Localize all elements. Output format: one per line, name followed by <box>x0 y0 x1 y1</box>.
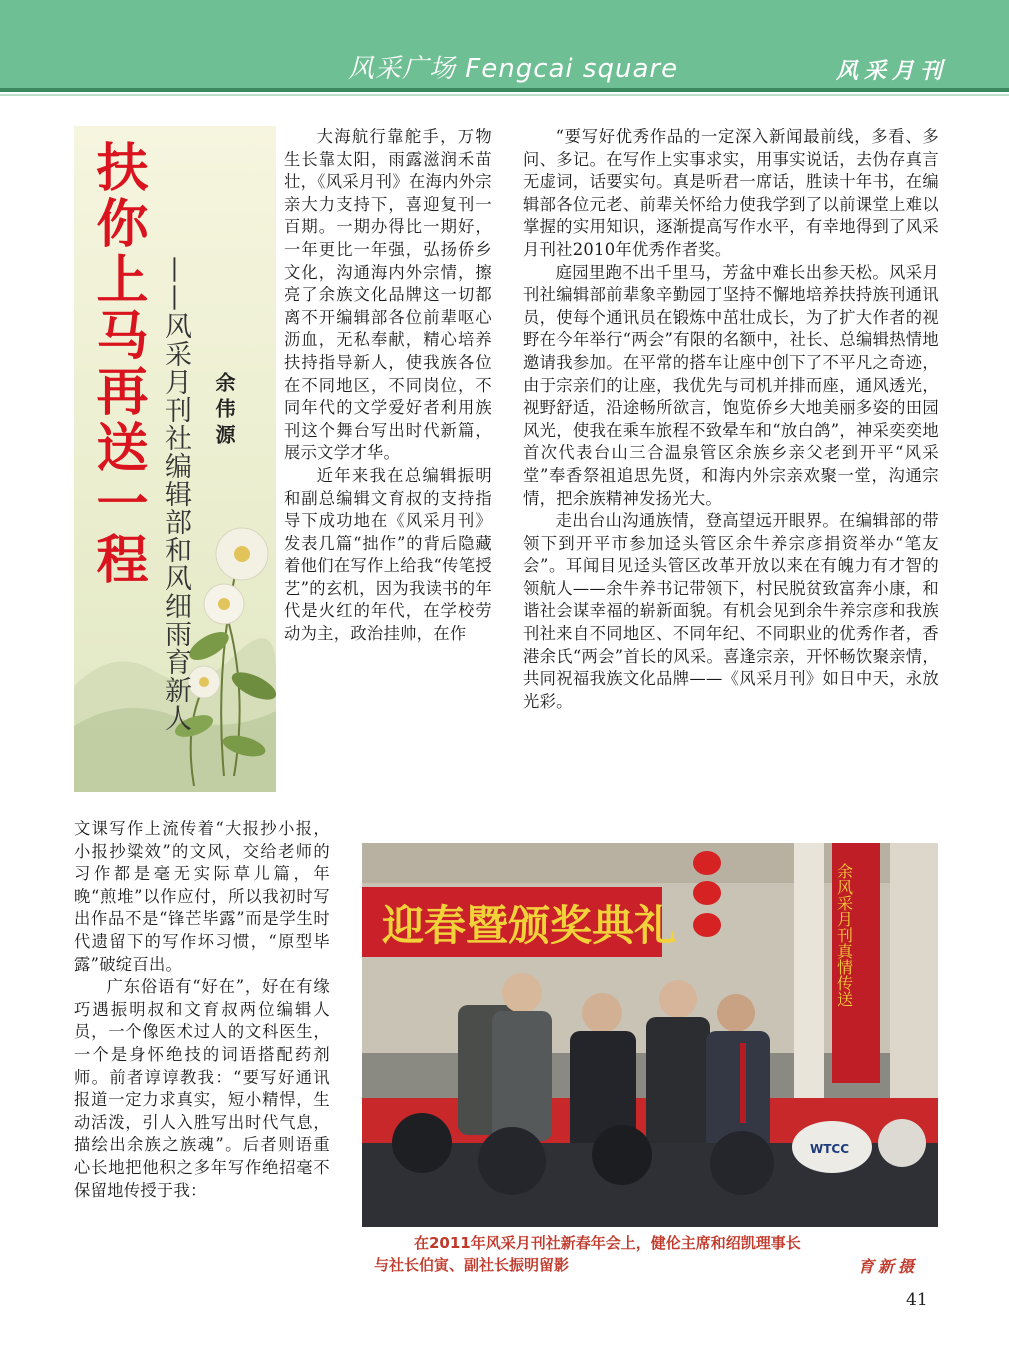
article-title: 扶你上马再送一程 <box>87 140 148 588</box>
paragraph: 近年来我在总编辑振明和副总编辑文育叔的支持指导下成功地在《风采月刊》发表几篇“拙作”的背后隐藏着他们在写作上给我“传笔授艺”的玄机，因为我读书的年代是火红的年代，在学校劳动为主，政治挂帅，在作 <box>284 465 492 644</box>
header-divider-thin <box>0 94 1009 96</box>
paragraph: 广东俗语有“好在”，好在有缘巧遇振明叔和文育叔两位编辑人员，一个像医术过人的文科医生，一个是身怀绝技的词语搭配药剂师。前者谆谆教我：“要写好通讯报道一定力求真实，短小精悍，生动活泼，引人入胜写出时代气息，描绘出余族之族魂”。后者则语重心长地把他积之多年写作绝招毫不保留地传授于我： <box>74 977 330 1200</box>
people-group <box>458 973 770 1151</box>
body-column-3 <box>74 818 330 1202</box>
header-divider <box>0 88 1009 92</box>
magazine-name: 风采月刊 <box>836 59 949 84</box>
page-number: 41 <box>906 1290 928 1310</box>
paragraph: “要写好优秀作品的一定深入新闻最前线，多看、多问、多记。在写作上实事求实，用事实说话，去伪存真言无虚词，话要实句。真是听君一席话，胜读十年书，在编辑部各位元老、前辈关怀给力使我学到了以前课堂上难以掌握的实用知识，逐渐提高写作水平，有幸地得到了风采月刊社2010年优秀作者奖。 <box>523 127 939 259</box>
cap-badge: WTCC <box>810 1142 850 1156</box>
section-title: 风采广场 Fengcai square <box>348 54 679 84</box>
paragraph: 走出台山沟通族情，登高望远开眼界。在编辑部的带领下到开平市参加迳头管区余牛养宗彦捐资举办“笔友会”。耳闻目见迳头管区改革开放以来在有魄力有才智的领航人——余牛养书记带领下，村民脱贫致富奔小康，和谐社会谋幸福的崭新面貌。有机会见到余牛养宗彦和我族刊社来自不同地区、不同年纪、不同职业的优秀作者，香港余氏“两会”首长的风采。喜逢宗亲，开怀畅饮聚亲情，共同祝福我族文化品牌——《风采月刊》如日中天，永放光彩。 <box>523 511 939 711</box>
body-column-2 <box>523 126 939 713</box>
paragraph: 大海航行靠舵手，万物生长靠太阳，雨露滋润禾苗壮，《风采月刊》在海内外宗亲大力支持下，喜迎复刊一百期。一期办得比一期好，一年更比一年强，弘扬侨乡文化，沟通海内外宗情，擦亮了余族文化品牌这一切都离不开编辑部各位前辈呕心沥血，无私奉献，精心培养扶持指导新人，使我族各位在不同地区，不同岗位，不同年代的文学爱好者利用族刊这个舞台写出时代新篇，展示文学才华。 <box>284 127 492 463</box>
article-subtitle: ——风采月刊社编辑部和风细雨育新人 <box>160 256 191 732</box>
caption-line: 与社长伯寅、副社长振明留影 <box>374 1256 570 1274</box>
author-name: 余伟源 <box>212 372 236 450</box>
photo-illustration <box>362 843 938 1227</box>
banner-text: 迎春暨颁奖典礼 <box>382 901 677 950</box>
award-ceremony-photo <box>362 843 938 1227</box>
paragraph: 文课写作上流传着“大报抄小报，小报抄粱效”的文风，交给老师的习作都是毫无实际草儿篇，年晚“煎堆”以作应付，所以我初时写出作品不是“锋芒毕露”而是学生时代遗留下的写作坏习惯，“原型毕露”破绽百出。 <box>74 819 330 974</box>
photo-caption <box>374 1232 932 1276</box>
side-banner-text: 余风采月刊真情传送 <box>834 863 854 1007</box>
paragraph: 庭园里跑不出千里马，芳盆中难长出参天松。风采月刊社编辑部前辈象辛勤园丁坚持不懈地培养扶持族刊通讯员，使每个通讯员在锻炼中茁壮成长，为了扩大作者的视野在今年举行“两会”有限的名额中，社长、总编辑热情地邀请我参加。在平常的搭车让座中创下了不平凡之奇迹，由于宗亲们的让座，我优先与司机并排而座，通风透光，视野舒适，沿途畅所欲言，饱览侨乡大地美丽多姿的田园风光，使我在乘车旅程不致晕车和“放白鸽”，神采奕奕地首次代表台山三合温泉管区余族乡亲父老到开平“风采堂”奉香祭祖追思先贤，和海内外宗亲欢聚一堂，沟通宗情，把余族精神发扬光大。 <box>523 262 939 508</box>
photo-credit: 育新摄 <box>858 1257 919 1276</box>
caption-line: 在2011年风采月刊社新春年会上，健伦主席和绍凯理事长 <box>414 1234 801 1252</box>
body-column-1 <box>284 126 492 646</box>
